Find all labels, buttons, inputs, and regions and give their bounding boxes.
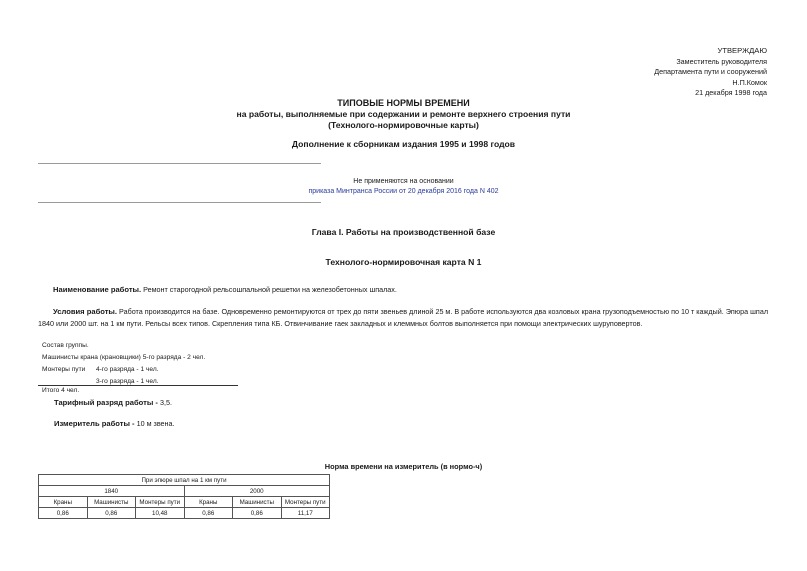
table-row [39, 497, 330, 508]
card-title: Технолого-нормировочная карта N 1 [325, 257, 482, 267]
tariff-label: Тарифный разряд работы - [54, 398, 158, 407]
table-header-cell: При эпюре шпал на 1 км пути [39, 475, 330, 486]
approval-line: Н.П.Комок [732, 77, 767, 87]
crew-role-label: Монтеры пути [42, 366, 86, 373]
meter-line [54, 419, 175, 428]
table-column-header: Машинисты [87, 497, 136, 508]
crew-title: Состав группы. [42, 342, 89, 349]
table-column-header: Машинисты [233, 497, 282, 508]
crew-role-value: 4-го разряда - 1 чел. [96, 366, 159, 373]
crew-line: Машинисты крана (крановщики) 5-го разряда - 2 чел. [42, 354, 206, 361]
norm-table [38, 474, 330, 519]
table-column-header: Краны [184, 497, 233, 508]
approval-line: Департамента пути и сооружений [654, 67, 767, 77]
work-name-label: Наименование работы. [53, 285, 142, 294]
order-link[interactable]: приказа Минтранса России от 20 декабря 2016 года N 402 [308, 188, 499, 195]
chapter-title: Глава I. Работы на производственной базе [311, 227, 496, 237]
table-row [39, 508, 330, 519]
approval-line: 21 декабря 1998 года [695, 88, 767, 98]
table-cell: 10,48 [136, 508, 185, 519]
table-group-cell: 2000 [184, 486, 330, 497]
table-row [39, 486, 330, 497]
meter-value: 10 м звена. [136, 419, 175, 428]
supplement-title: Дополнение к сборникам издания 1995 и 1998 годов [291, 139, 516, 149]
approval-block [654, 46, 767, 99]
document-subtitle: на работы, выполняемые при содержании и ремонте верхнего строения пути [236, 109, 571, 119]
document-title: ТИПОВЫЕ НОРМЫ ВРЕМЕНИ [337, 98, 470, 108]
table-row [39, 475, 330, 486]
divider [38, 385, 238, 386]
divider [38, 202, 321, 203]
crew-line: 3-го разряда - 1 чел. [96, 378, 159, 385]
table-column-header: Монтеры пути [136, 497, 185, 508]
conditions-label: Условия работы. [53, 307, 118, 316]
approval-head: УТВЕРЖДАЮ [717, 46, 767, 55]
table-group-cell: 1840 [39, 486, 185, 497]
conditions-text: Работа производится на базе. Одновременно ремонтируются от трех до пяти звеньев длиной 25 м. В работе используются два козловых крана грузоподъемностью по 10 т каждый. Эпюра шпал 1840 или 2000 шт. на 1 км пути. Рельсы всех типов. Скрепления типа КБ. Отвинчивание гаек закладных и клеммных болтов выполняется при помощи электрических шуруповертов. [38, 307, 769, 328]
notice-text: Не применяются на основании [353, 178, 454, 185]
conditions-paragraph [38, 306, 770, 329]
tariff-value: 3,5. [159, 398, 172, 407]
table-column-header: Краны [39, 497, 88, 508]
table-cell: 11,17 [281, 508, 330, 519]
table-cell: 0,86 [184, 508, 233, 519]
document-subtitle: (Технолого-нормировочные карты) [328, 120, 479, 130]
table-cell: 0,86 [233, 508, 282, 519]
crew-total: Итого 4 чел. [42, 387, 80, 394]
tariff-line [54, 398, 172, 407]
table-cell: 0,86 [39, 508, 88, 519]
notice-block [0, 177, 807, 197]
meter-label: Измеритель работы - [54, 419, 135, 428]
crew-line [42, 364, 159, 376]
work-name-text: Ремонт старогодной рельсошпальной решетки на железобетонных шпалах. [143, 285, 397, 294]
norm-title: Норма времени на измеритель (в нормо-ч) [324, 462, 483, 471]
table-column-header: Монтеры пути [281, 497, 330, 508]
divider [38, 163, 321, 164]
work-name-paragraph [38, 284, 785, 296]
table-cell: 0,86 [87, 508, 136, 519]
approval-line: Заместитель руководителя [676, 56, 767, 66]
